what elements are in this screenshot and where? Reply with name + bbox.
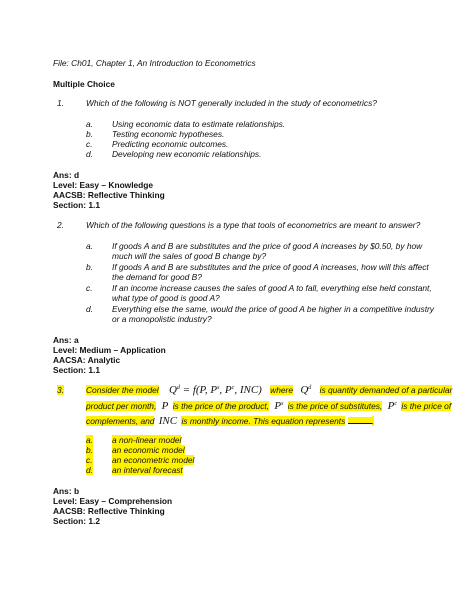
option-text: Testing economic hypotheses. (112, 129, 225, 139)
option-text: much will the sales of good B change by? (112, 251, 267, 261)
level-line: Level: Easy – Comprehension (53, 496, 173, 506)
aacsb-line: AACSB: Reflective Thinking (53, 190, 165, 200)
section-line: Section: 1.1 (53, 365, 101, 375)
question-stem-line-3 (86, 416, 374, 426)
inc-symbol: INC (158, 415, 178, 427)
question-stem: Which of the following is NOT generally included in the study of econometrics? (86, 98, 377, 108)
option-text: the demand for good B? (112, 272, 202, 282)
option-text: what type of good is good A? (112, 293, 220, 303)
model-equation: $Q^d = f(P$, $P^s$, $P^c$, INC) (168, 384, 262, 396)
option-text: If goods A and B are substitutes and the price of good A increases by $0.50, by how (112, 241, 423, 251)
option-letter: b. (86, 262, 93, 272)
answer-line: Ans: d (53, 170, 80, 180)
answer-blank (348, 417, 372, 424)
question-number: 2. (57, 220, 64, 230)
stem-text: is the price of substitutes, (287, 401, 383, 411)
option-letter: b. (86, 445, 93, 455)
option-text: an economic model (112, 445, 185, 455)
stem-text: is quantity demanded of a particular (319, 385, 453, 395)
pc-symbol: $P^c$ (387, 400, 398, 412)
stem-text: Consider the model (86, 385, 159, 395)
level-line: Level: Medium – Application (53, 345, 166, 355)
file-line: File: Ch01, Chapter 1, An Introduction to Econometrics (53, 58, 256, 68)
option-letter: c. (86, 283, 93, 293)
section-heading: Multiple Choice (53, 79, 115, 89)
option-text: or a monopolistic industry? (112, 314, 212, 324)
question-stem-line-1 (86, 385, 452, 395)
question-number: 3. (57, 385, 64, 395)
option-letter: a. (86, 435, 93, 445)
option-text: Everything else the same, would the price of good A be higher in a competitive industry (112, 304, 434, 314)
section-line: Section: 1.2 (53, 516, 101, 526)
option-text: Predicting economic outcomes. (112, 139, 229, 149)
option-letter: c. (86, 455, 93, 465)
option-letter: a. (86, 241, 93, 251)
option-letter: b. (86, 129, 93, 139)
option-letter: d. (86, 304, 93, 314)
option-text: If an income increase causes the sales of good A to fall, everything else held constant, (112, 283, 432, 293)
option-text: a non-linear model (112, 435, 182, 445)
stem-text: is the price of (401, 401, 452, 411)
option-text: an interval forecast (112, 465, 183, 475)
option-text: If goods A and B are substitutes and the price of good A increases, how will this affect (112, 262, 429, 272)
option-letter: d. (86, 149, 93, 159)
aacsb-line: AACSB: Reflective Thinking (53, 506, 165, 516)
stem-text: . (371, 416, 374, 426)
p-symbol: P (161, 400, 169, 412)
qd-symbol: $Q^d$ (300, 384, 312, 396)
answer-line: Ans: a (53, 335, 79, 345)
option-letter: a. (86, 119, 93, 129)
option-text: an econometric model (112, 455, 195, 465)
ps-symbol: $P^s$ (274, 400, 284, 412)
level-line: Level: Easy – Knowledge (53, 180, 154, 190)
option-text: Using economic data to estimate relationships. (112, 119, 286, 129)
aacsb-line: AACSA: Analytic (53, 355, 121, 365)
question-stem-line-2 (86, 401, 451, 411)
answer-line: Ans: b (53, 486, 80, 496)
question-stem: Which of the following questions is a type that tools of econometrics are meant to answer? (86, 220, 421, 230)
question-number: 1. (57, 98, 64, 108)
stem-text: is the price of the product, (172, 401, 270, 411)
option-letter: c. (86, 139, 93, 149)
option-text: Developing new economic relationships. (112, 149, 262, 159)
stem-text: where (270, 385, 293, 395)
stem-text: product per month, (86, 401, 157, 411)
section-line: Section: 1.1 (53, 200, 101, 210)
option-letter: d. (86, 465, 93, 475)
stem-text: is monthly income. This equation represents (181, 416, 346, 426)
stem-text: complements, and (86, 416, 155, 426)
